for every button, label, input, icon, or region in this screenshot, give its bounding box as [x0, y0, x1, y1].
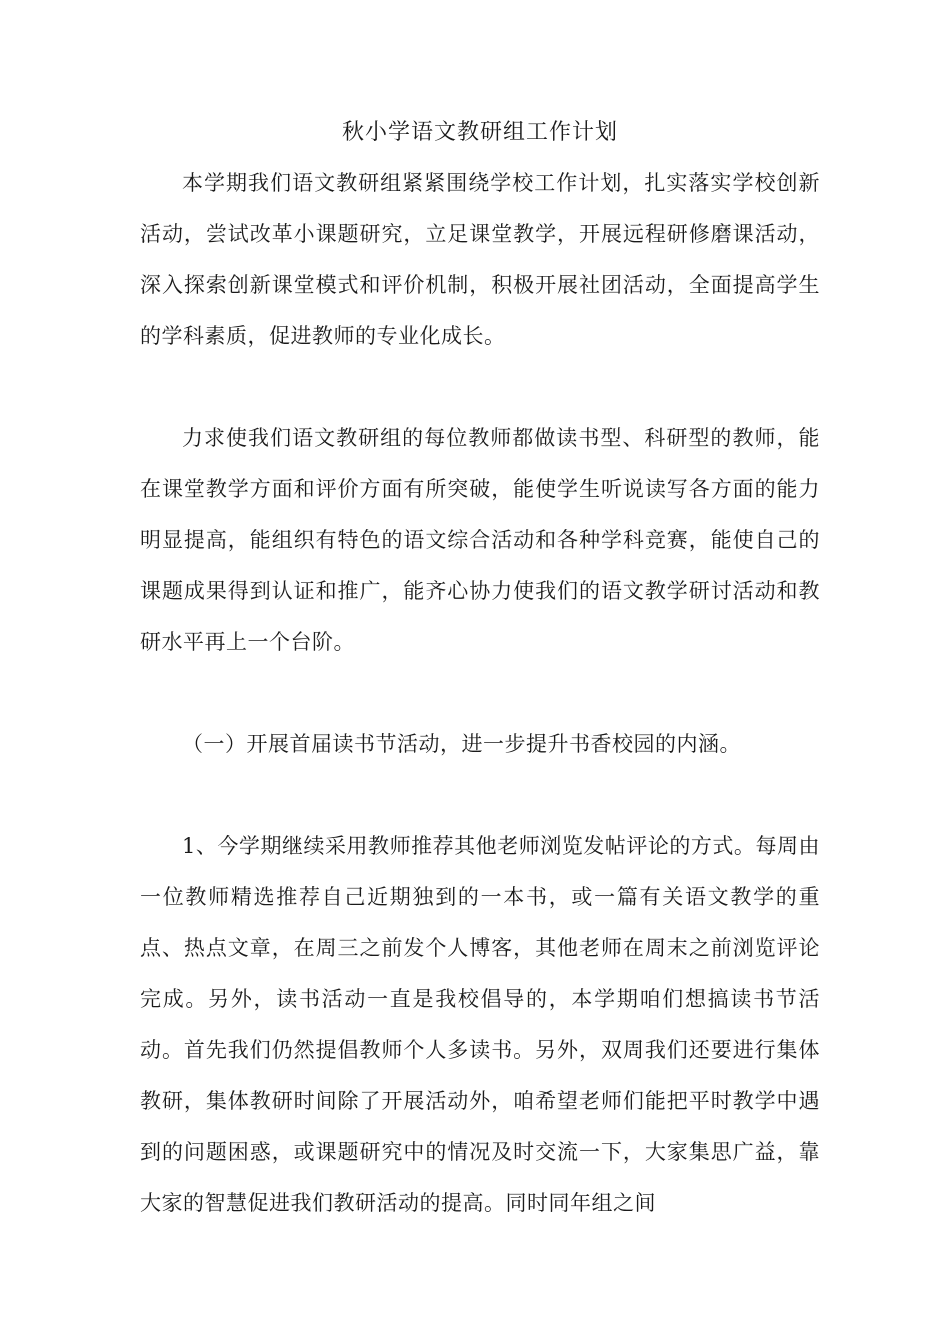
intro-paragraph: 本学期我们语文教研组紧紧围绕学校工作计划，扎实落实学校创新活动，尝试改革小课题研究，立足课堂教学，开展远程研修磨课活动，深入探索创新课堂模式和评价机制，积极开展社团活动，全面提高学生的学科素质，促进教师的专业化成长。	[140, 171, 820, 348]
document-body	[140, 108, 820, 1229]
section-heading: （一）开展首届读书节活动，进一步提升书香校园的内涵。	[182, 732, 741, 756]
paragraph-spacer	[140, 668, 820, 719]
paragraph-spacer	[140, 770, 820, 821]
paragraph-spacer	[140, 362, 820, 413]
goal-paragraph: 力求使我们语文教研组的每位教师都做读书型、科研型的教师，能在课堂教学方面和评价方面有所突破，能使学生听说读写各方面的能力明显提高，能组织有特色的语文综合活动和各种学科竞赛，能使自己的课题成果得到认证和推广，能齐心协力使我们的语文教学研讨活动和教研水平再上一个台阶。	[140, 426, 820, 654]
document-title: 秋小学语文教研组工作计划	[341, 120, 618, 145]
section-paragraph: 1、今学期继续采用教师推荐其他老师浏览发帖评论的方式。每周由一位教师精选推荐自己近期独到的一本书，或一篇有关语文教学的重点、热点文章，在周三之前发个人博客，其他老师在周末之前浏览评论完成。另外，读书活动一直是我校倡导的，本学期咱们想搞读书节活动。首先我们仍然提倡教师个人多读书。另外，双周我们还要进行集体教研，集体教研时间除了开展活动外，咱希望老师们能把平时教学中遇到的问题困惑，或课题研究中的情况及时交流一下，大家集思广益，靠大家的智慧促进我们教研活动的提高。同时同年组之间	[140, 834, 820, 1215]
